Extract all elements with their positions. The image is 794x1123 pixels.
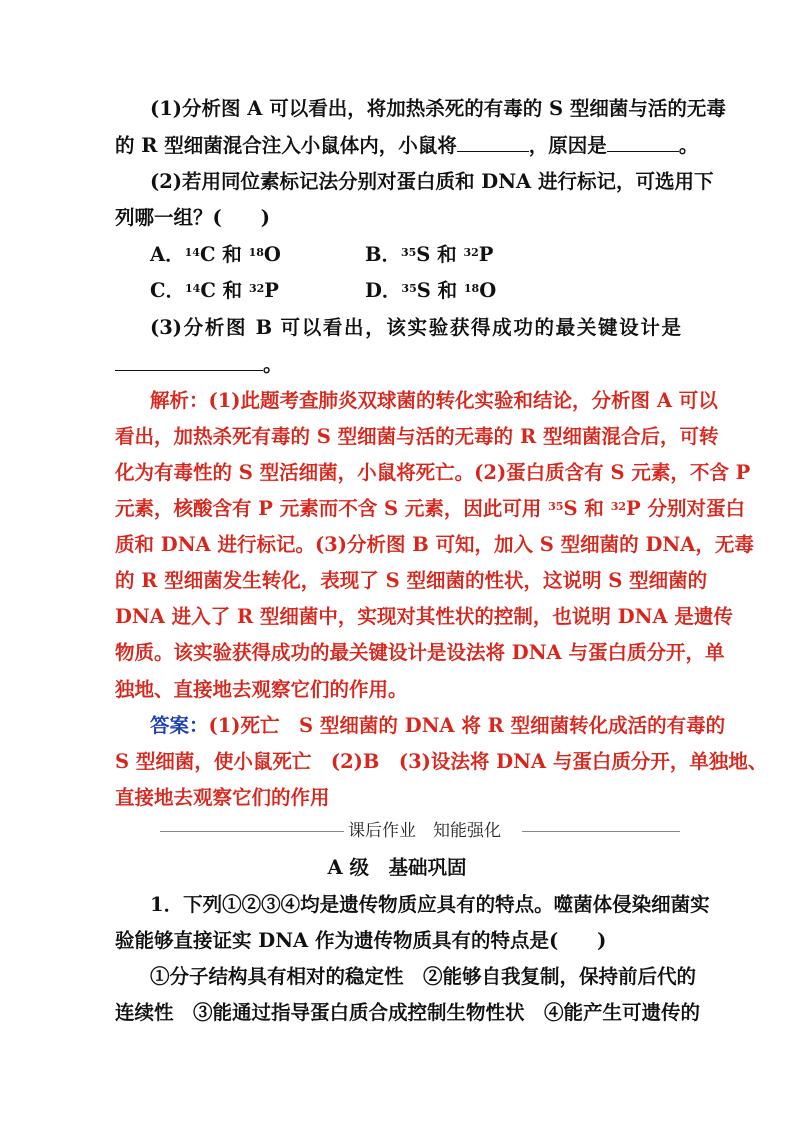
analysis-line-9: 独地、直接地去观察它们的作用。 <box>115 678 408 701</box>
analysis-line-8: 物质。该实验获得成功的最关键设计是设法将 DNA 与蛋白质分开，单 <box>115 641 725 664</box>
answer-blank[interactable] <box>607 133 679 152</box>
option-c[interactable] <box>150 279 279 303</box>
analysis-text: S 和 <box>563 497 611 520</box>
next-q-line-2: 验能够直接证实 DNA 作为遗传物质具有的特点是( ) <box>115 929 607 952</box>
option-text: S 和 <box>416 279 464 302</box>
superscript: 32 <box>463 246 479 259</box>
analysis-line-5: 质和 DNA 进行标记。(3)分析图 B 可知，加入 S 型细菌的 DNA，无毒 <box>115 533 754 556</box>
analysis-text: P 分别对蛋白 <box>626 497 745 520</box>
q3-line-2 <box>115 352 681 377</box>
next-q-line-3: ①分子结构具有相对的稳定性 ②能够自我复制，保持前后代的 <box>150 965 697 988</box>
answer-label: 答案： <box>150 714 209 737</box>
option-text: C 和 <box>199 243 249 266</box>
analysis-text: (1)此题考查肺炎双球菌的转化实验和结论，分析图 A 可以 <box>208 389 718 412</box>
section-divider <box>160 819 680 843</box>
answer-text: (1)死亡 S 型细菌的 DNA 将 R 型细菌转化成活的有毒的 <box>208 714 726 737</box>
analysis-line-2: 看出，加热杀死有毒的 S 型细菌与活的无毒的 R 型细菌混合后，可转 <box>115 425 719 448</box>
analysis-line-6: 的 R 型细菌发生转化，表现了 S 型细菌的性状，这说明 S 型细菌的 <box>115 569 708 592</box>
analysis-text: 元素，核酸含有 P 元素而不含 S 元素，因此可用 <box>115 497 549 520</box>
option-text: S 和 <box>416 243 464 266</box>
superscript: 18 <box>248 246 264 259</box>
next-q-line-4: 连续性 ③能通过指导蛋白质合成控制生物性状 ④能产生可遗传的 <box>115 1001 701 1024</box>
q2-line-2: 列哪一组？( ) <box>115 206 270 229</box>
superscript: 32 <box>610 500 626 513</box>
q1-text-c: 。 <box>678 134 699 157</box>
q3-text-end: 。 <box>263 353 283 376</box>
q1-line-2 <box>115 133 699 158</box>
option-a[interactable] <box>150 243 281 267</box>
answer-blank[interactable] <box>115 352 263 371</box>
q3-line-1: (3)分析图 B 可以看出，该实验获得成功的最关键设计是 <box>150 316 681 339</box>
option-label: C． <box>150 279 186 302</box>
option-d[interactable] <box>365 279 496 303</box>
divider-rule-left <box>160 831 344 832</box>
option-text: O <box>479 279 497 302</box>
analysis-line-1 <box>150 389 718 413</box>
superscript: 35 <box>401 282 417 295</box>
answer-line-1 <box>150 714 726 738</box>
superscript: 18 <box>463 282 480 295</box>
answer-line-2: S 型细菌，使小鼠死亡 (2)B (3)设法将 DNA 与蛋白质分开，单独地、 <box>115 750 768 773</box>
superscript: 35 <box>548 500 564 513</box>
option-label: B． <box>365 243 401 266</box>
answer-blank[interactable] <box>457 133 529 152</box>
option-text: P <box>478 243 494 266</box>
q2-line-1: (2)若用同位素标记法分别对蛋白质和 DNA 进行标记，可选用下 <box>150 170 714 193</box>
superscript: 35 <box>400 246 417 259</box>
analysis-line-7: DNA 进入了 R 型细菌中，实现对其性状的控制，也说明 DNA 是遗传 <box>115 605 733 628</box>
level-heading: A 级 基础巩固 <box>327 856 467 879</box>
superscript: 32 <box>248 282 265 295</box>
q1-line-1: (1)分析图 A 可以看出，将加热杀死的有毒的 S 型细菌与活的无毒 <box>150 97 726 120</box>
analysis-line-4 <box>115 497 745 521</box>
analysis-line-3: 化为有毒性的 S 型活细菌，小鼠将死亡。(2)蛋白质含有 S 元素，不含 P <box>115 461 751 484</box>
option-text: O <box>263 243 281 266</box>
option-text: P <box>264 279 279 302</box>
answer-line-3: 直接地去观察它们的作用 <box>115 786 330 809</box>
q1-text-b: ，原因是 <box>528 134 607 157</box>
superscript: 14 <box>184 246 200 259</box>
superscript: 14 <box>185 282 201 295</box>
option-b[interactable] <box>365 243 493 267</box>
divider-rule-right <box>522 831 680 832</box>
analysis-label: 解析： <box>150 389 209 412</box>
next-q-line-1: 1．下列①②③④均是遗传物质应具有的特点。噬菌体侵染细菌实 <box>150 893 710 916</box>
q1-text-a: 的 R 型细菌混合注入小鼠体内，小鼠将 <box>115 134 457 157</box>
option-label: D． <box>365 279 402 302</box>
option-label: A． <box>150 243 185 266</box>
divider-title: 课后作业 知能强化 <box>348 821 501 841</box>
option-text: C 和 <box>200 279 249 302</box>
